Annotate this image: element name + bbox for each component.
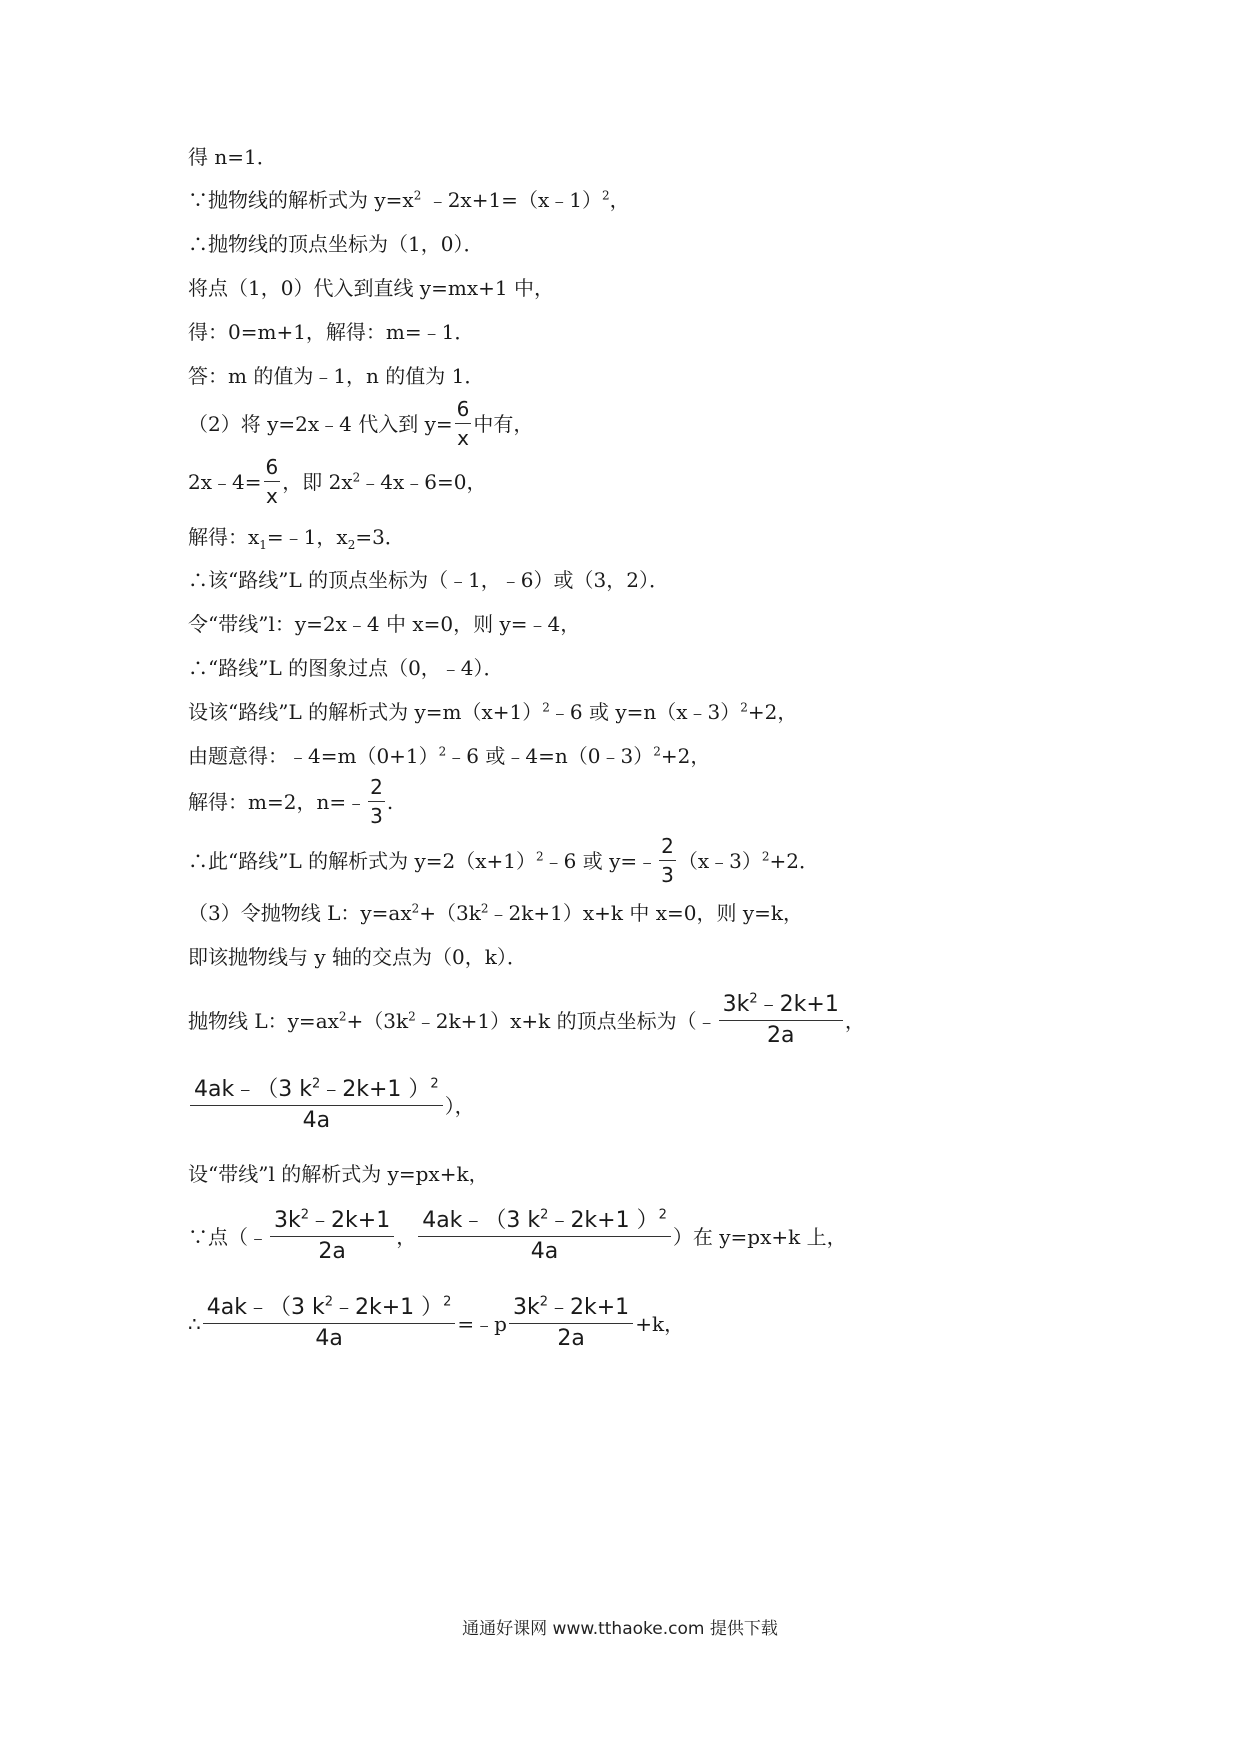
numerator-part: ﹣2k+1 ） (332, 1295, 444, 1320)
text: 中有， (473, 411, 534, 436)
page-footer: 通通好课网 www.tthaoke.com 提供下载 (462, 1619, 778, 1639)
superscript: 2 (324, 1294, 333, 1310)
solution-line (188, 1296, 684, 1351)
denominator: x (265, 484, 278, 508)
text: ，即 2x (282, 469, 353, 494)
fraction-vertex-x (509, 1296, 633, 1351)
text: =3． (355, 525, 405, 549)
text: 将点（1，0）代入到直线 y=mx+1 中， (188, 276, 554, 300)
solution-line (188, 278, 554, 298)
superscript: 2 (408, 1009, 416, 1024)
solution-line (188, 190, 630, 210)
solution-line (188, 234, 483, 254)
superscript: 2 (413, 188, 422, 203)
solution-line (188, 1078, 475, 1133)
text: 2x﹣4= (188, 469, 262, 494)
fraction-two-thirds (368, 776, 385, 827)
text: 解得：x (188, 525, 260, 549)
superscript: 2 (443, 1294, 452, 1310)
text: 得：0=m+1，解得：m=﹣1． (188, 320, 475, 344)
text: ﹣2k+1）x+k 的顶点坐标为（﹣ (415, 1008, 717, 1033)
text: +2， (747, 700, 798, 724)
solution-line (188, 776, 393, 827)
text: +k， (635, 1311, 685, 1336)
solution-line (188, 903, 803, 923)
text: 由题意得：﹣4=m（0+1） (188, 744, 439, 768)
superscript: 2 (740, 700, 748, 715)
solution-line (188, 746, 710, 766)
text: ∴ (188, 1311, 201, 1336)
fraction-vertex-x (719, 993, 843, 1048)
numerator: 2 (368, 776, 385, 802)
text: ﹣6 或 y=n（x﹣3） (549, 700, 741, 724)
numerator-part: ﹣2k+1 ） (320, 1077, 431, 1102)
superscript: 2 (749, 991, 758, 1007)
numerator-part: 4ak﹣（3 k (206, 1295, 325, 1320)
solution-line (188, 947, 527, 967)
superscript: 2 (653, 744, 661, 759)
solution-line (188, 1164, 489, 1184)
text: （2）将 y=2x﹣4 代入到 y= (188, 411, 453, 436)
solution-line (188, 398, 533, 449)
text: ， (609, 188, 630, 212)
superscript: 2 (539, 1294, 549, 1310)
solution-line (188, 322, 474, 342)
denominator: 3 (661, 863, 674, 887)
solution-line (188, 993, 865, 1048)
superscript: 2 (542, 700, 550, 715)
solution-line (188, 658, 504, 678)
text: ﹣6 或﹣4=n（0﹣3） (446, 744, 654, 768)
denominator: 2a (767, 1023, 795, 1049)
superscript: 2 (540, 1207, 549, 1223)
solution-line (188, 835, 819, 886)
superscript: 2 (338, 1009, 347, 1024)
superscript: 2 (536, 848, 544, 863)
text: =﹣1，x (266, 525, 348, 549)
superscript: 2 (438, 744, 447, 759)
numerator: 6 (264, 456, 281, 482)
superscript: 2 (300, 1207, 310, 1223)
numerator-part: 4ak﹣（3 k (194, 1077, 312, 1102)
text: ﹣4x﹣6=0， (360, 469, 487, 494)
solution-line (188, 702, 797, 722)
text: +（3k (346, 1008, 409, 1033)
numerator-part: ﹣2k+1 (548, 1295, 630, 1320)
solution-line (188, 147, 277, 167)
solution-line (188, 366, 484, 386)
text: ﹣2k+1）x+k 中 x=0，则 y=k， (488, 901, 804, 925)
numerator-part: 3k (274, 1208, 301, 1233)
text: 解得：m=2，n=﹣ (188, 789, 367, 814)
numerator-part: 3k (722, 992, 750, 1017)
text: 抛物线 L：y=ax (188, 1008, 339, 1033)
denominator: 4a (530, 1239, 559, 1265)
numerator-part: ﹣2k+1 ） (548, 1208, 659, 1233)
text: ∴此“路线”L 的解析式为 y=2（x+1） (188, 848, 536, 873)
text: ， (396, 1224, 417, 1249)
text: ， (844, 1008, 865, 1033)
solution-line (188, 570, 669, 590)
numerator: 6 (455, 398, 472, 424)
numerator-part: ﹣2k+1 (309, 1208, 391, 1233)
numerator-part: 3k (512, 1295, 540, 1320)
fraction-vertex-x (270, 1209, 394, 1264)
numerator-part: ﹣2k+1 (757, 992, 839, 1017)
denominator: 4a (302, 1108, 331, 1134)
fraction-two-thirds (659, 835, 676, 886)
superscript: 2 (311, 1076, 321, 1092)
denominator: 2a (557, 1326, 585, 1352)
text: （x﹣3） (677, 848, 762, 873)
text: 令“带线”l：y=2x﹣4 中 x=0，则 y=﹣4， (188, 612, 581, 636)
text: （3）令抛物线 L：y=ax (188, 901, 412, 925)
text: 得 n=1． (188, 145, 277, 169)
text: ∴抛物线的顶点坐标为（1，0）． (188, 232, 484, 256)
fraction-six-over-x (264, 456, 281, 507)
superscript: 2 (480, 901, 489, 916)
fraction-vertex-y (418, 1209, 671, 1264)
text: +2． (769, 848, 820, 873)
denominator: 4a (315, 1326, 343, 1352)
text: . (386, 789, 394, 814)
text: ∴“路线”L 的图象过点（0，﹣4）． (188, 656, 504, 680)
solution-line (188, 614, 580, 634)
fraction-vertex-y (203, 1296, 456, 1351)
superscript: 2 (601, 188, 610, 203)
text: ∴该“路线”L 的顶点坐标为（﹣1，﹣6）或（3，2）． (188, 568, 669, 592)
superscript: 2 (411, 901, 420, 916)
text: +2， (660, 744, 711, 768)
text: ﹣6 或 y=﹣ (543, 848, 658, 873)
text: ∵点（﹣ (188, 1224, 268, 1249)
fraction-vertex-y (190, 1078, 443, 1133)
denominator: 2a (318, 1239, 346, 1265)
solution-line (188, 525, 405, 552)
denominator: 3 (370, 804, 383, 828)
text: +（3k (419, 901, 481, 925)
text: =﹣p (457, 1311, 507, 1336)
text: ）， (444, 1093, 475, 1118)
text: ∵抛物线的解析式为 y=x (188, 188, 414, 212)
solution-line (188, 456, 486, 507)
fraction-six-over-x (455, 398, 472, 449)
text: 即该抛物线与 y 轴的交点为（0，k）． (188, 945, 527, 969)
numerator: 2 (659, 835, 676, 861)
text: ﹣2x+1=（x﹣1） (421, 188, 602, 212)
text: ）在 y=px+k 上， (672, 1224, 847, 1249)
superscript: 2 (761, 848, 770, 863)
solution-line (188, 1209, 847, 1264)
denominator: x (457, 426, 469, 450)
subscript: 1 (259, 538, 267, 552)
superscript: 2 (352, 469, 361, 484)
superscript: 2 (658, 1207, 667, 1223)
text: 答：m 的值为﹣1，n 的值为 1． (188, 364, 485, 388)
text: 设该“路线”L 的解析式为 y=m（x+1） (188, 700, 543, 724)
superscript: 2 (430, 1076, 439, 1092)
numerator-part: 4ak﹣（3 k (422, 1208, 541, 1233)
subscript: 2 (347, 538, 356, 552)
text: 设“带线”l 的解析式为 y=px+k， (188, 1162, 489, 1186)
